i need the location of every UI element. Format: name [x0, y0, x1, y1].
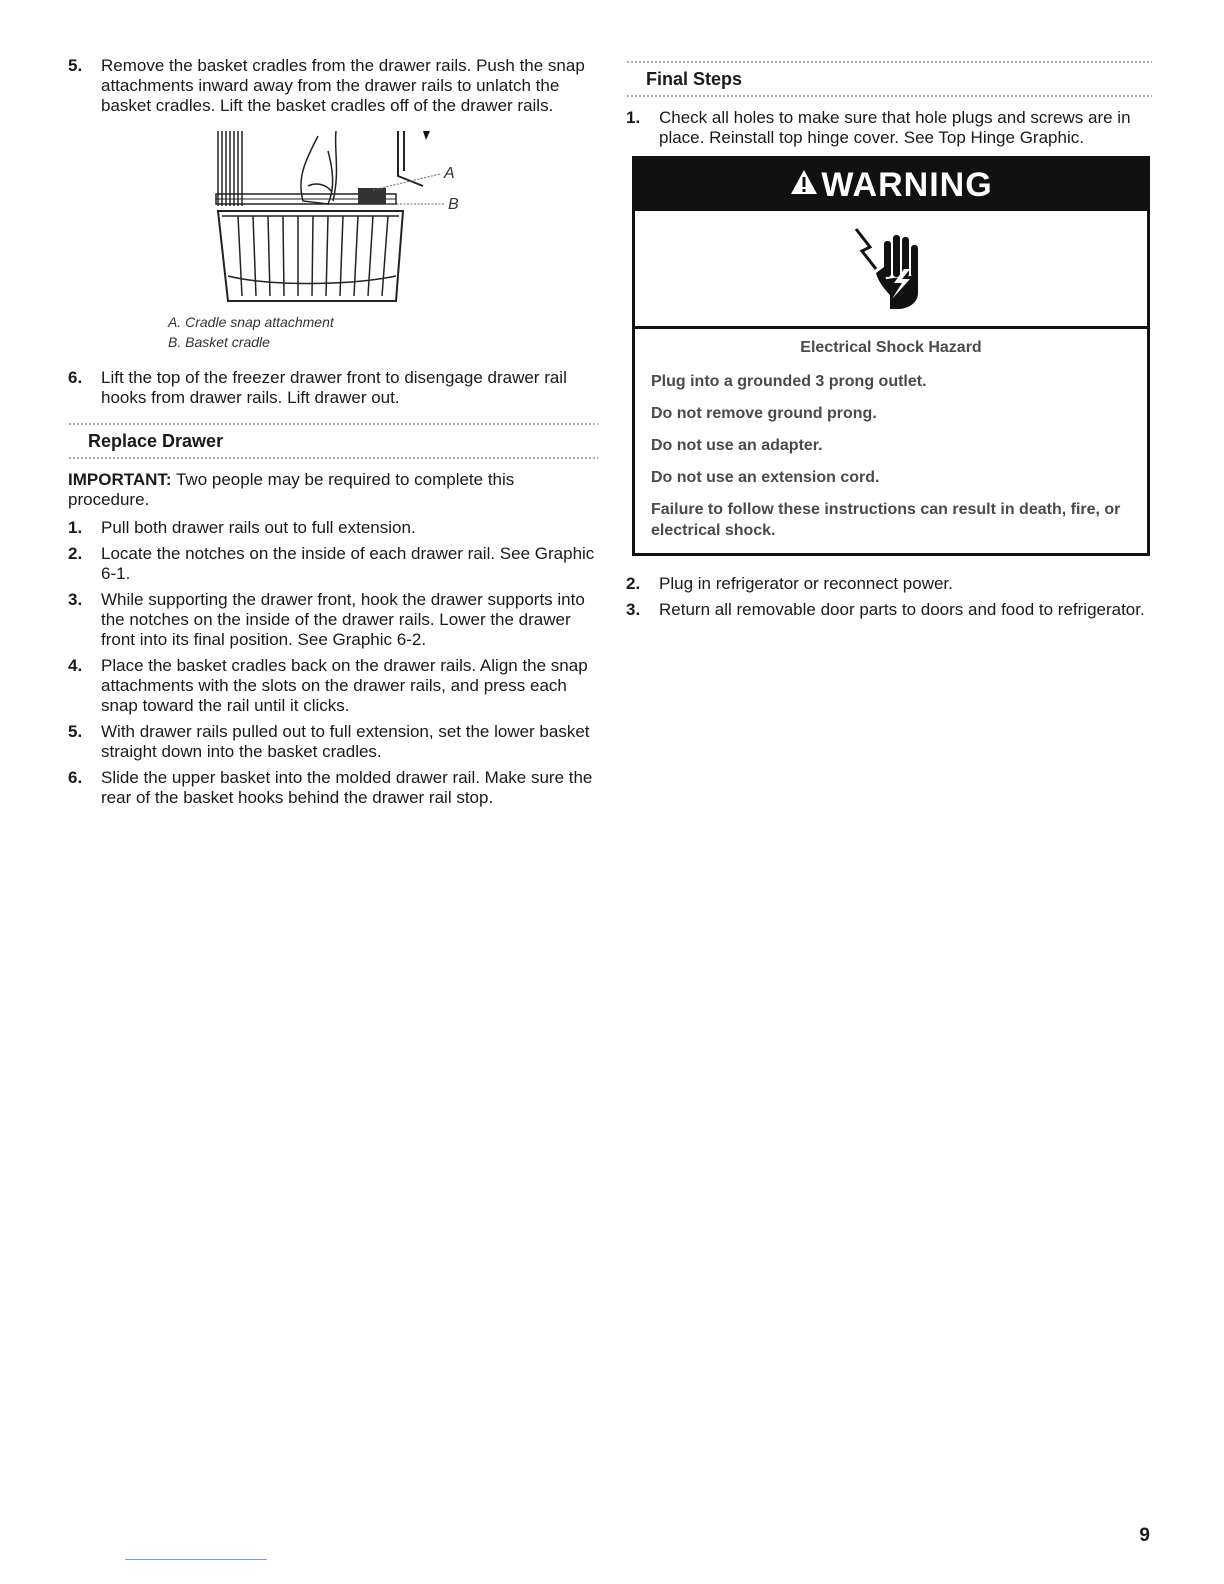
step-text: Check all holes to make sure that hole plugs and screws are in place. Reinstall top hinge cover. See Top Hinge Graphic.	[659, 108, 1131, 147]
basket-cradle-drawing	[208, 126, 468, 306]
step-number: 1.	[68, 518, 83, 537]
step-number: 6.	[68, 768, 83, 787]
important-text: Two people may be required to complete this procedure.	[68, 470, 515, 509]
warning-box	[632, 156, 1150, 556]
replace-steps-list	[68, 518, 598, 808]
step-number: 1.	[626, 108, 641, 127]
step-text: Plug in refrigerator or reconnect power.	[659, 574, 953, 593]
replace-drawer-header	[68, 422, 598, 460]
divider	[68, 456, 598, 460]
hazard-heading: Electrical Shock Hazard	[800, 339, 982, 356]
step-number: 2.	[68, 544, 83, 563]
shock-icon-area	[635, 211, 1147, 329]
warning-line: Do not remove ground prong.	[651, 405, 877, 422]
page-number: 9	[1139, 1525, 1150, 1546]
step-number: 5.	[68, 56, 83, 75]
list-item	[68, 768, 598, 808]
step-remove-cradles	[68, 56, 598, 116]
basket-cradle-illustration	[208, 126, 608, 306]
right-column	[626, 56, 1152, 626]
label-a: A	[444, 165, 455, 182]
step-number: 2.	[626, 574, 641, 593]
section-title: Final Steps	[646, 69, 743, 89]
warning-title: WARNING	[821, 165, 993, 204]
step-text: With drawer rails pulled out to full extension, set the lower basket straight down into the basket cradles.	[101, 722, 590, 761]
list-item	[68, 544, 598, 584]
list-item	[68, 590, 598, 650]
caption-b: B. Basket cradle	[168, 334, 270, 350]
warning-line: Do not use an adapter.	[651, 437, 823, 454]
step-number: 3.	[626, 600, 641, 619]
label-b: B	[448, 196, 459, 213]
electrical-shock-hand-icon	[846, 223, 936, 315]
warning-line: Do not use an extension cord.	[651, 469, 880, 486]
step-text: Pull both drawer rails out to full extension.	[101, 518, 416, 537]
warning-body	[635, 329, 1147, 553]
figure-caption	[168, 312, 598, 352]
step-text: While supporting the drawer front, hook the drawer supports into the notches on the inside of the drawer rails. Lower the drawer front into its final position. See Graphic 6-2.	[101, 590, 585, 649]
important-note	[68, 470, 598, 510]
step-text: Return all removable door parts to doors and food to refrigerator.	[659, 600, 1145, 619]
step-plug-in	[626, 574, 1152, 594]
list-item	[68, 656, 598, 716]
step-number: 3.	[68, 590, 83, 609]
step-lift-drawer	[68, 368, 598, 408]
caption-a: A. Cradle snap attachment	[168, 314, 334, 330]
step-text: Locate the notches on the inside of each drawer rail. See Graphic 6-1.	[101, 544, 595, 583]
warning-line: Failure to follow these instructions can result in death, fire, or electrical shock.	[651, 501, 1121, 539]
list-item	[68, 722, 598, 762]
divider	[626, 94, 1152, 98]
warning-triangle-icon	[789, 166, 819, 205]
step-text: Slide the upper basket into the molded drawer rail. Make sure the rear of the basket hooks behind the drawer rail stop.	[101, 768, 593, 807]
footer-rule	[125, 1559, 267, 1560]
step-number: 5.	[68, 722, 83, 741]
list-item	[68, 518, 598, 538]
section-title: Replace Drawer	[88, 431, 224, 451]
step-text: Lift the top of the freezer drawer front to disengage drawer rail hooks from drawer rails. Lift drawer out.	[101, 368, 567, 407]
left-column	[68, 56, 598, 814]
step-number: 6.	[68, 368, 83, 387]
step-check-holes	[626, 108, 1152, 148]
final-steps-header	[626, 60, 1152, 98]
step-text: Place the basket cradles back on the drawer rails. Align the snap attachments with the slots on the drawer rails, and press each snap toward the rail until it clicks.	[101, 656, 588, 715]
step-return-parts	[626, 600, 1152, 620]
step-number: 4.	[68, 656, 83, 675]
important-label: IMPORTANT:	[68, 470, 172, 489]
warning-line: Plug into a grounded 3 prong outlet.	[651, 373, 927, 390]
step-text: Remove the basket cradles from the drawer rails. Push the snap attachments inward away from the drawer rails to unlatch the basket cradles. Lift the basket cradles off of the drawer rails.	[101, 56, 585, 115]
warning-banner	[635, 159, 1147, 211]
